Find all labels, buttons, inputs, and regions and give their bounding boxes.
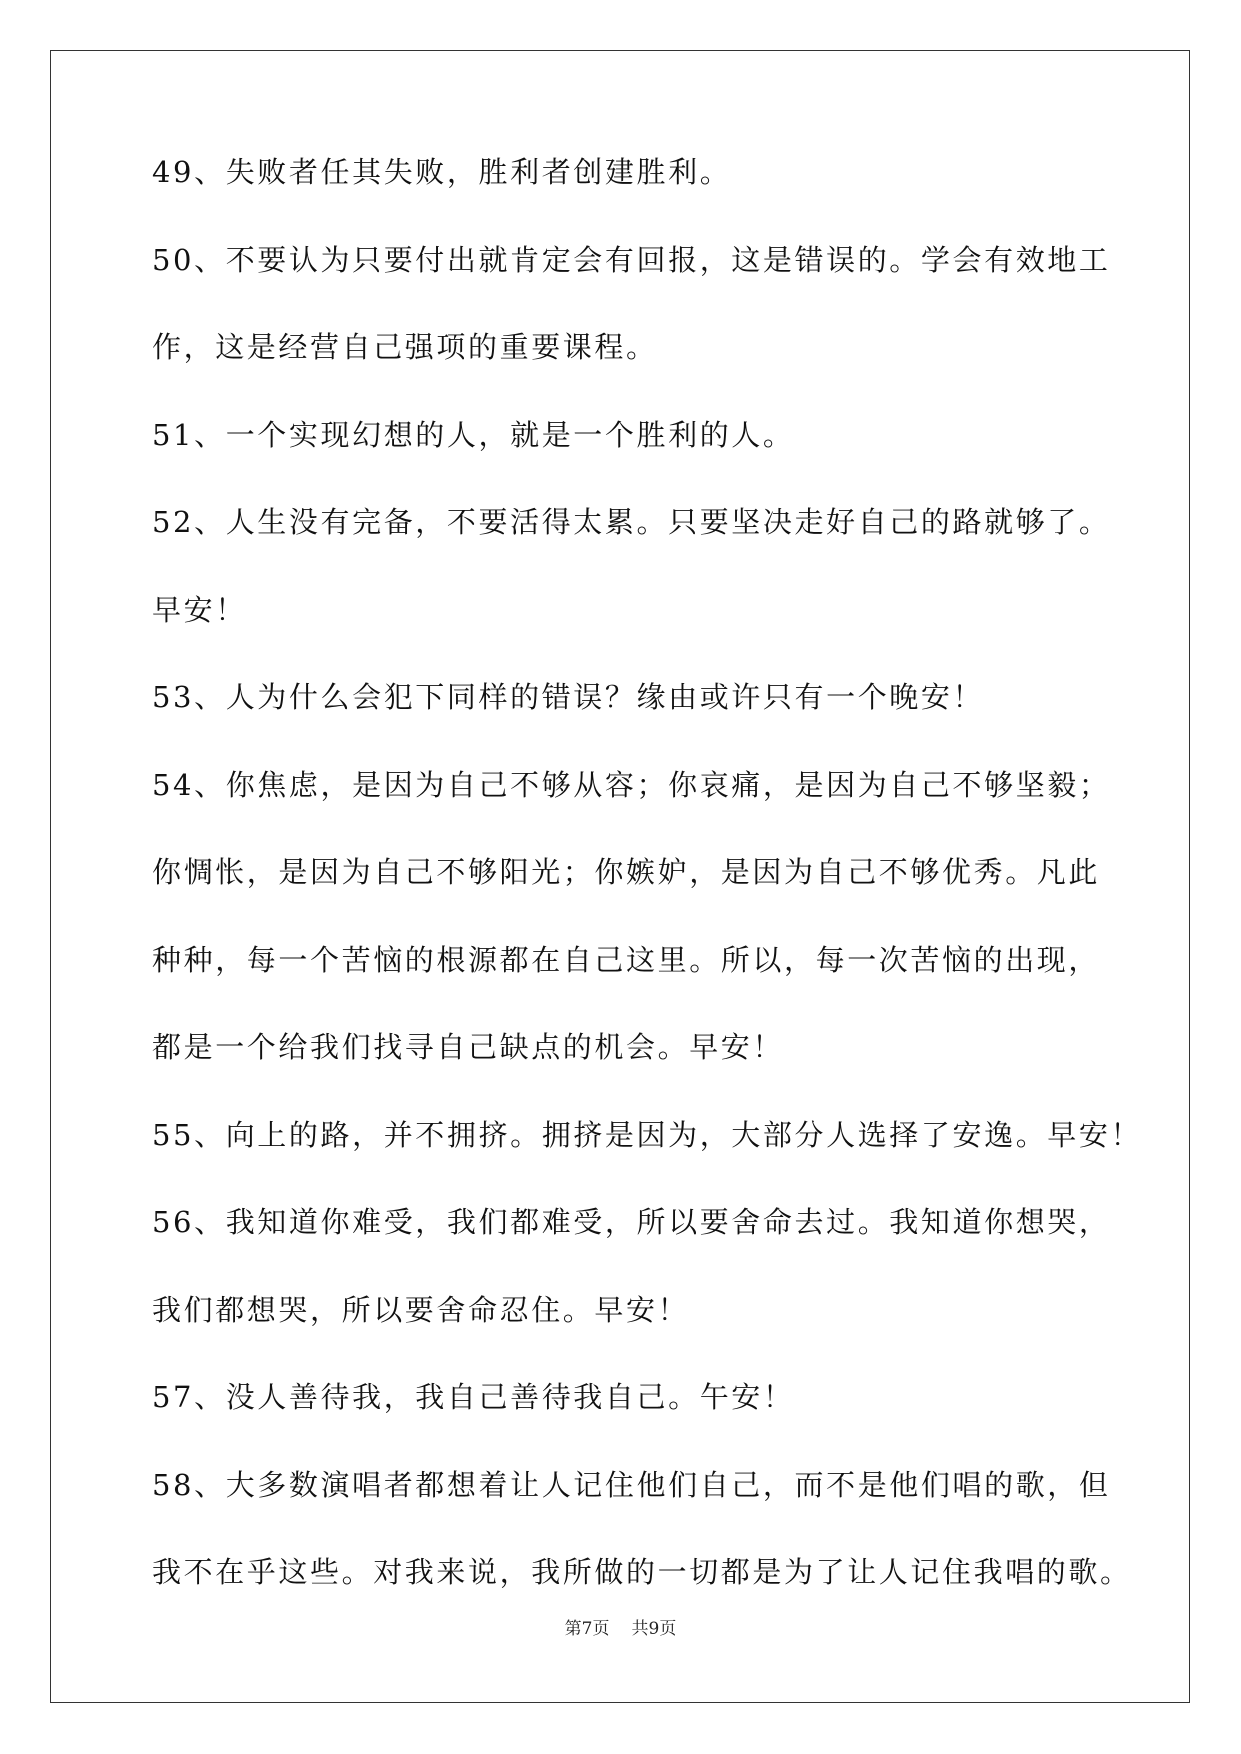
text-line: 49、失败者任其失败，胜利者创建胜利。 (152, 155, 732, 189)
text-line: 54、你焦虑，是因为自己不够从容；你哀痛，是因为自己不够坚毅； (152, 767, 1111, 802)
text-line: 你惆怅，是因为自己不够阳光；你嫉妒，是因为自己不够优秀。凡此 (152, 855, 1101, 889)
text-line: 52、人生没有完备，不要活得太累。只要坚决走好自己的路就够了。 (152, 505, 1111, 539)
text-line: 50、不要认为只要付出就肯定会有回报，这是错误的。学会有效地工 (152, 242, 1111, 277)
text-line: 55、向上的路，并不拥挤。拥挤是因为，大部分人选择了安逸。早安！ (152, 1117, 1143, 1152)
text-line: 57、没人善待我，我自己善待我自己。午安！ (152, 1380, 795, 1414)
text-line: 种种，每一个苦恼的根源都在自己这里。所以，每一次苦恼的出现， (152, 942, 1101, 977)
text-line: 都是一个给我们找寻自己缺点的机会。早安！ (152, 1030, 785, 1064)
text-line: 56、我知道你难受，我们都难受，所以要舍命去过。我知道你想哭， (152, 1205, 1111, 1239)
text-line: 我不在乎这些。对我来说，我所做的一切都是为了让人记住我唱的歌。 (152, 1555, 1132, 1589)
text-line: 53、人为什么会犯下同样的错误？缘由或许只有一个晚安！ (152, 680, 985, 714)
page-footer (0, 1614, 1241, 1639)
current-page-number: 第7页 (564, 1619, 610, 1639)
text-line: 作，这是经营自己强项的重要课程。 (152, 330, 658, 364)
text-line: 我们都想哭，所以要舍命忍住。早安！ (152, 1292, 690, 1327)
document-body (152, 155, 1143, 1645)
total-pages: 共9页 (631, 1619, 677, 1639)
text-line: 51、一个实现幻想的人，就是一个胜利的人。 (152, 417, 795, 452)
text-line: 58、大多数演唱者都想着让人记住他们自己，而不是他们唱的歌，但 (152, 1467, 1111, 1502)
text-line: 早安！ (152, 592, 247, 627)
